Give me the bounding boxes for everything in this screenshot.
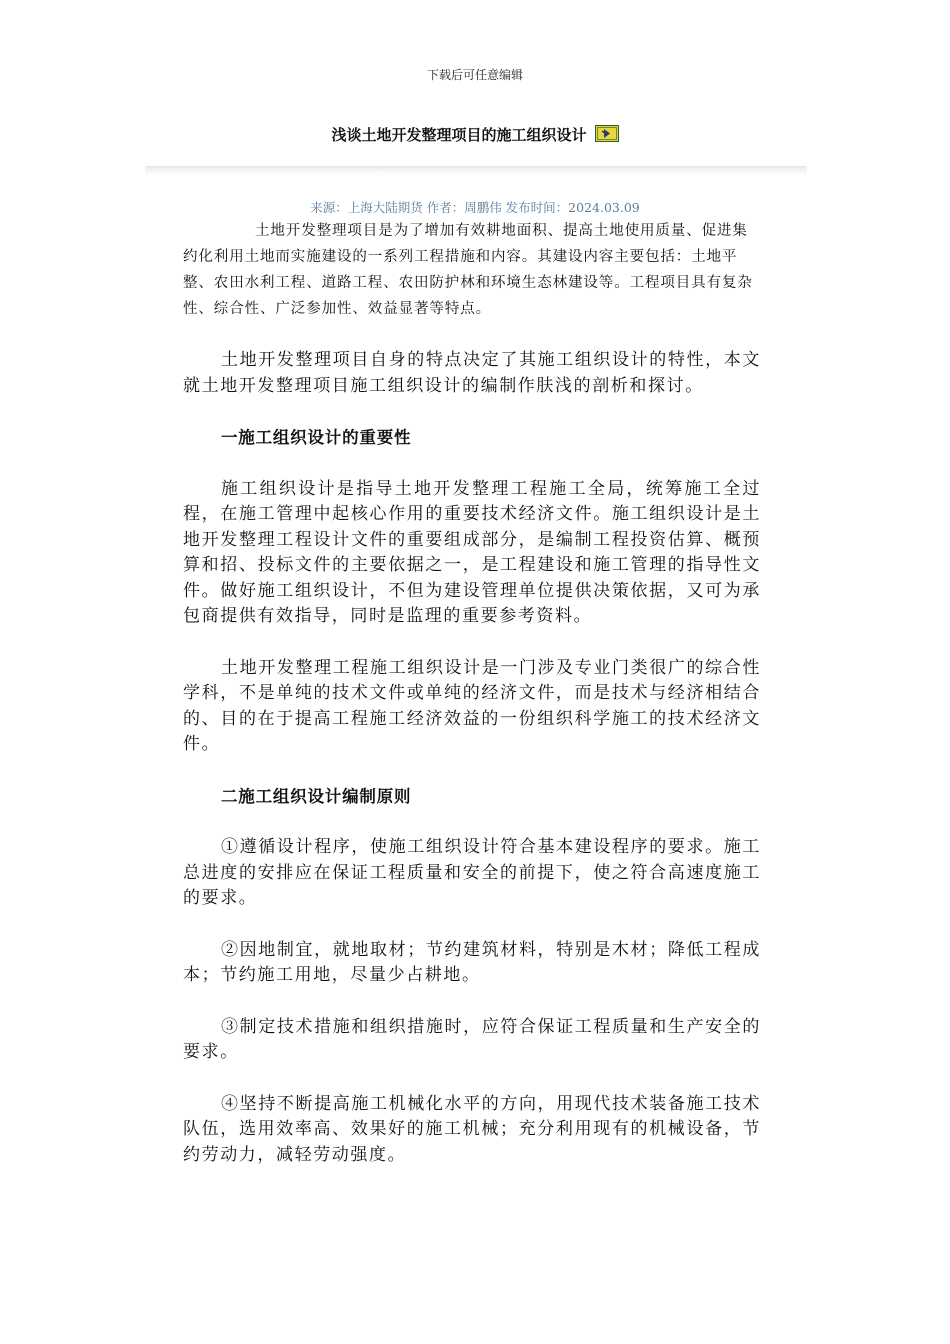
article-title: 浅谈土地开发整理项目的施工组织设计: [331, 126, 587, 144]
intro-paragraph: 土地开发整理项目是为了增加有效耕地面积、提高土地使用质量、促进集约化利用土地而实施建设的一系列工程措施和内容。其建设内容主要包括：土地平整、农田水利工程、道路工程、农田防护林和环境生态林建设等。工程项目具有复杂性、综合性、广泛参加性、效益显著等特点。: [183, 223, 753, 317]
principle-4: ④坚持不断提高施工机械化水平的方向，用现代技术装备施工技术队伍，选用效率高、效果好的施工机械；充分利用现有的机械设备，节约劳动力，减轻劳动强度。: [183, 1093, 761, 1165]
principle-2: ②因地制宜，就地取材；节约建筑材料，特别是木材；降低工程成本；节约施工用地，尽量少占耕地。: [183, 939, 761, 985]
title-divider: [145, 166, 807, 176]
principle-3: ③制定技术措施和组织措施时，应符合保证工程质量和生产安全的要求。: [183, 1016, 761, 1062]
paragraph-3: 土地开发整理工程施工组织设计是一门涉及专业门类很广的综合性学科，不是单纯的技术文件或单纯的经济文件，而是技术与经济相结合的、目的在于提高工程施工经济效益的一份组织科学施工的技术经济文件。: [183, 657, 761, 754]
paragraph-1: 土地开发整理项目自身的特点决定了其施工组织设计的特性，本文就土地开发整理项目施工组织设计的编制作肤浅的剖析和探讨。: [183, 350, 761, 396]
article-body: [183, 218, 761, 1168]
document-link-icon[interactable]: [595, 125, 619, 142]
section-heading-1: 一施工组织设计的重要性: [221, 428, 412, 447]
section-heading-2: 二施工组织设计编制原则: [221, 786, 412, 806]
paragraph-2: 施工组织设计是指导土地开发整理工程施工全局，统筹施工全过程，在施工管理中起核心作用的重要技术经济文件。施工组织设计是土地开发整理工程设计文件的重要组成部分，是编制工程投资估算、概预算和招、投标文件的主要依据之一，是工程建设和施工管理的指导性文件。做好施工组织设计，不但为建设管理单位提供决策依据，又可为承包商提供有效指导，同时是监理的重要参考资料。: [183, 478, 761, 626]
article-title-row: [0, 124, 950, 145]
header-note: 下载后可任意编辑: [426, 68, 523, 82]
article-meta: 来源：上海大陆期货 作者：周鹏伟 发布时间：2024.03.09: [310, 200, 640, 215]
principle-1: ①遵循设计程序，使施工组织设计符合基本建设程序的要求。施工总进度的安排应在保证工程质量和安全的前提下，使之符合高速度施工的要求。: [183, 837, 761, 908]
